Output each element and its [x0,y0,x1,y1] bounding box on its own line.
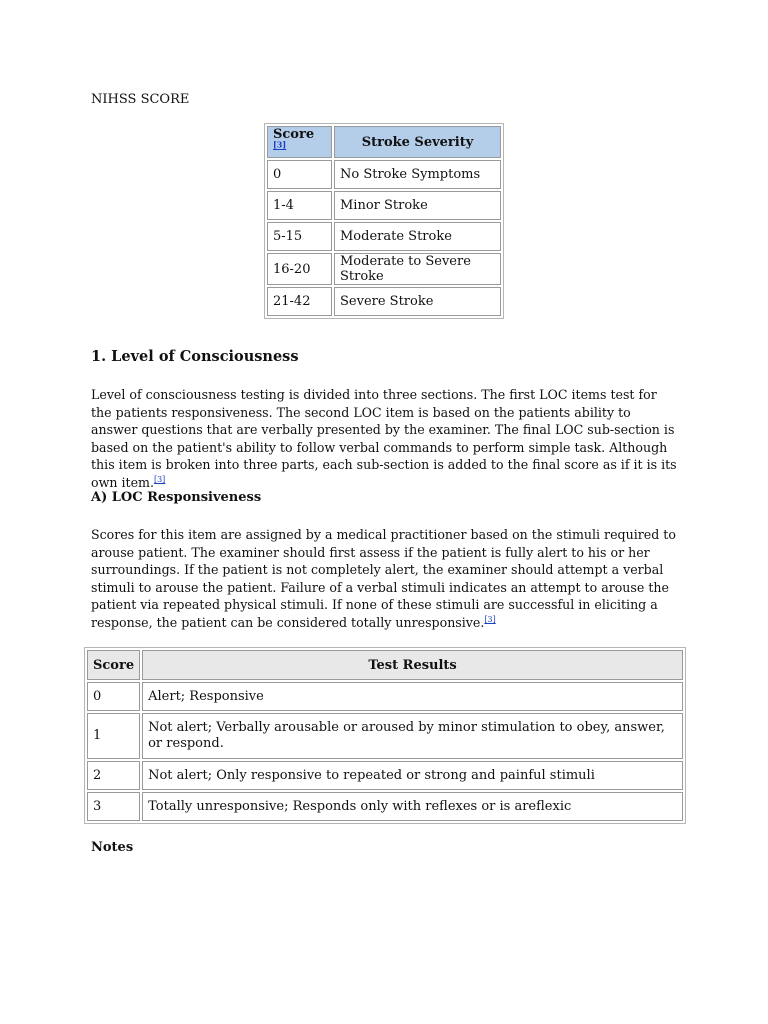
severity-cell: Minor Stroke [334,191,501,220]
result-cell: Alert; Responsive [142,682,683,711]
table-row [267,191,501,220]
table-row [87,713,683,759]
table-row [267,160,501,189]
score-header-label: Score [273,127,315,142]
score-cell: 21-42 [267,287,332,316]
responsiveness-paragraph-text: Scores for this item are assigned by a medical practitioner based on the stimuli required to arouse patient. The examiner should first assess if the patient is fully alert to his or her surroundings. If the patient is not completely alert, the examiner should attempt a verbal stimuli to arouse the patient. Failure of a verbal stimuli indicates an attempt to arouse the patient via repeated physical stimuli. If none of these stimuli are successful in eliciting a response, the patient can be considered totally unresponsive. [91,527,676,630]
severity-cell: Severe Stroke [334,287,501,316]
loc-paragraph [91,386,681,492]
score-cell: 2 [87,761,140,790]
result-cell: Totally unresponsive; Responds only with reflexes or is areflexic [142,792,683,821]
severity-cell: Moderate Stroke [334,222,501,251]
table-row [87,682,683,711]
table-header-row [267,126,501,158]
table-row [267,222,501,251]
score-header [267,126,332,158]
score-cell: 16-20 [267,253,332,285]
page-title: NIHSS SCORE [91,92,190,107]
citation-link[interactable]: [3] [484,614,496,624]
result-cell: Not alert; Verbally arousable or aroused by minor stimulation to obey, answer, or respond. [142,713,683,759]
table-header-row [87,650,683,680]
table-row [87,761,683,790]
score-cell: 0 [267,160,332,189]
citation-link[interactable]: [3] [273,139,287,150]
table-row [267,253,501,285]
score-header: Score [87,650,140,680]
responsiveness-paragraph [91,526,681,632]
severity-header: Stroke Severity [334,126,501,158]
test-results-header: Test Results [142,650,683,680]
score-cell: 5-15 [267,222,332,251]
table-row [267,287,501,316]
citation-link[interactable]: [3] [153,474,166,484]
severity-cell: No Stroke Symptoms [334,160,501,189]
score-cell: 1 [87,713,140,759]
subsection-heading-loc-responsiveness: A) LOC Responsiveness [91,490,262,505]
loc-paragraph-text: Level of consciousness testing is divided into three sections. The first LOC items test for the patients responsiveness. The second LOC item is based on the patients ability to answer questions that are verbally presented by the examiner. The final LOC sub-section is based on the patient's ability to follow verbal commands to perform simple task. Although this item is broken into three parts, each sub-section is added to the final score as if it is its own item. [91,387,677,490]
result-cell: Not alert; Only responsive to repeated or strong and painful stimuli [142,761,683,790]
score-cell: 3 [87,792,140,821]
section-heading-level-of-consciousness: 1. Level of Consciousness [91,348,299,365]
score-cell: 0 [87,682,140,711]
results-table [84,647,686,824]
score-cell: 1-4 [267,191,332,220]
table-row [87,792,683,821]
severity-table [264,123,504,319]
notes-heading: Notes [91,840,134,855]
severity-cell: Moderate to Severe Stroke [334,253,501,285]
